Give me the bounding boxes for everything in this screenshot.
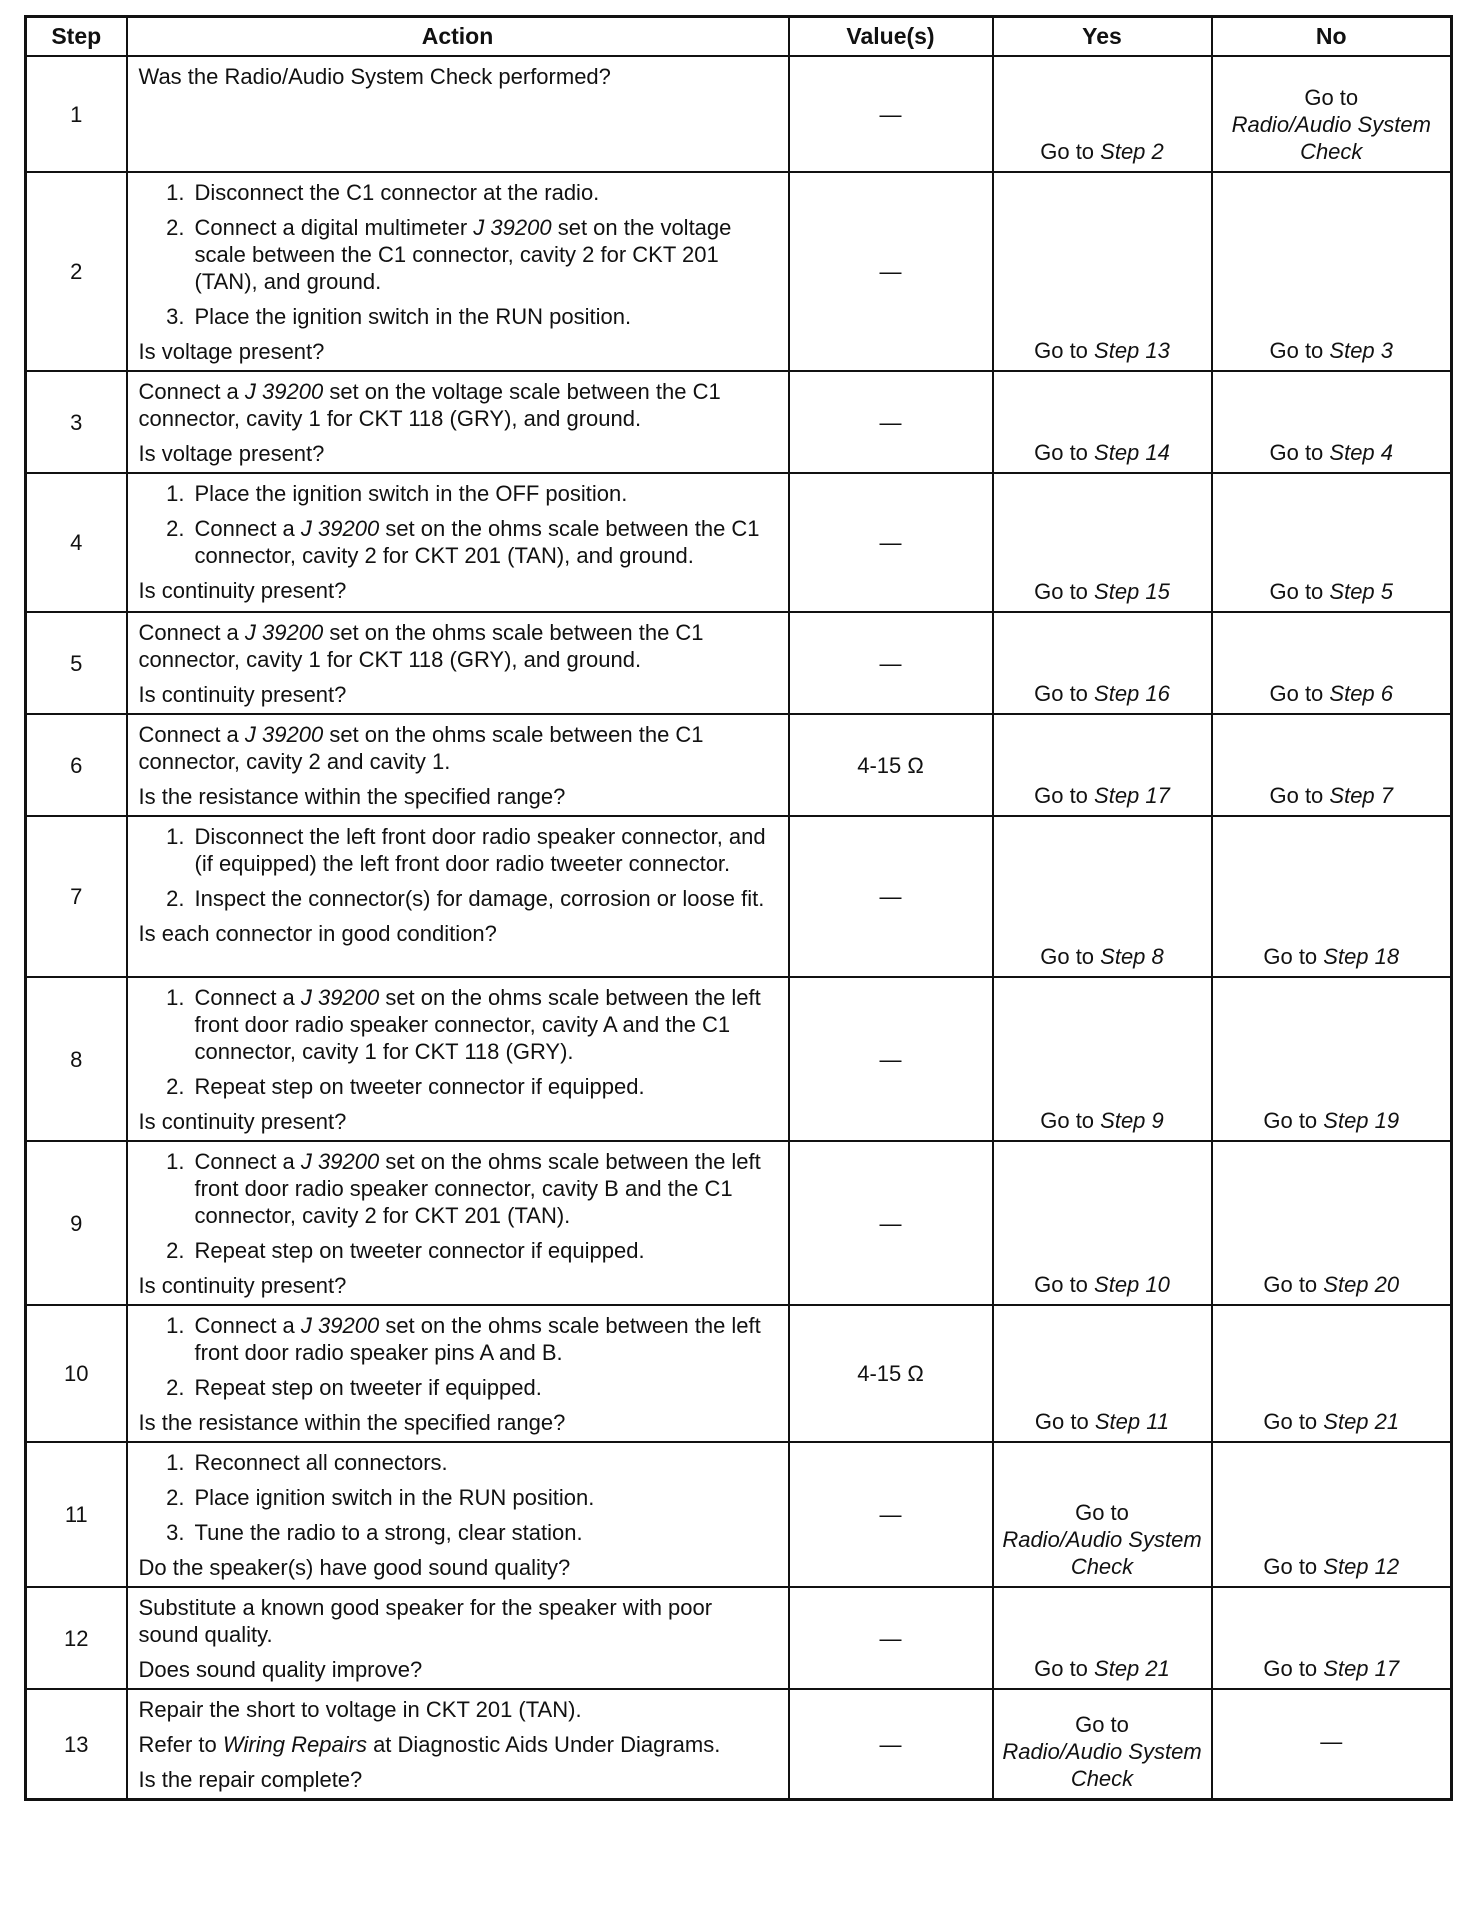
step-number: 8 xyxy=(26,977,127,1141)
step-number: 13 xyxy=(26,1689,127,1800)
yes-cell xyxy=(993,714,1212,816)
text-segment: Connect a xyxy=(194,516,301,541)
action-step-text xyxy=(195,1073,778,1100)
action-step-text xyxy=(195,515,778,569)
goto-reference-link[interactable]: Radio/Audio System Check xyxy=(1002,1739,1202,1791)
table-row xyxy=(26,56,1452,172)
action-step-text xyxy=(195,823,778,877)
action-steps-list xyxy=(139,823,778,912)
goto-prefix: Go to xyxy=(1263,1272,1324,1297)
tool-reference: J 39200 xyxy=(473,215,552,240)
text-segment: Connect a xyxy=(194,1313,301,1338)
goto-step-link[interactable]: Step 17 xyxy=(1323,1656,1400,1681)
action-question: Is the repair complete? xyxy=(138,1767,363,1792)
action-question: Is each connector in good condition? xyxy=(138,921,497,946)
table-row xyxy=(26,172,1452,371)
step-number: 10 xyxy=(26,1305,127,1442)
action-step-text xyxy=(195,984,778,1065)
action-cell xyxy=(127,714,789,816)
text-segment: Disconnect the C1 connector at the radio. xyxy=(194,180,600,205)
action-step-item xyxy=(139,303,778,330)
yes-cell xyxy=(993,473,1212,612)
no-cell xyxy=(1212,977,1452,1141)
table-row xyxy=(26,816,1452,977)
action-line xyxy=(139,619,778,673)
goto-prefix: Go to xyxy=(1269,681,1330,706)
text-segment: Repeat step on tweeter connector if equipped. xyxy=(194,1074,645,1099)
yes-cell xyxy=(993,816,1212,977)
no-cell xyxy=(1212,473,1452,612)
action-question: Is the resistance within the specified range? xyxy=(138,1410,566,1435)
action-step-item xyxy=(139,984,778,1065)
text-segment: Substitute a known good speaker for the speaker with poor sound quality. xyxy=(138,1595,713,1647)
table-row xyxy=(26,371,1452,473)
goto-prefix: Go to xyxy=(1034,1272,1095,1297)
goto-step-link[interactable]: Step 18 xyxy=(1323,944,1400,969)
text-segment: set on the voltage scale between the C1 connector, cavity 2 for CKT 201 (TAN), and ground. xyxy=(194,215,732,294)
value-cell: — xyxy=(789,816,993,977)
action-line xyxy=(139,1696,778,1723)
action-step-item xyxy=(139,515,778,569)
goto-step-link[interactable]: Step 12 xyxy=(1323,1554,1400,1579)
goto-prefix: Go to xyxy=(1075,1500,1129,1525)
no-cell xyxy=(1212,1689,1452,1800)
text-segment: Place the ignition switch in the RUN position. xyxy=(194,304,632,329)
text-segment: Place ignition switch in the RUN position. xyxy=(194,1485,595,1510)
text-segment: Connect a xyxy=(138,620,245,645)
text-segment: Connect a xyxy=(194,1149,301,1174)
no-cell xyxy=(1212,816,1452,977)
value-cell: — xyxy=(789,977,993,1141)
action-question: Is the resistance within the specified range? xyxy=(138,784,566,809)
text-segment: Inspect the connector(s) for damage, corrosion or loose fit. xyxy=(194,886,765,911)
action-cell xyxy=(127,816,789,977)
tool-reference: J 39200 xyxy=(300,516,380,541)
action-step-number: 3. xyxy=(166,1520,185,1545)
no-cell xyxy=(1212,1305,1452,1442)
yes-cell xyxy=(993,1587,1212,1689)
action-step-number: 1. xyxy=(166,1149,185,1174)
action-cell xyxy=(127,172,789,371)
action-steps-list xyxy=(139,1449,778,1546)
action-question: Do the speaker(s) have good sound quality? xyxy=(138,1555,571,1580)
yes-cell xyxy=(993,1689,1212,1800)
action-cell xyxy=(127,1689,789,1800)
table-row xyxy=(26,1442,1452,1587)
action-step-item xyxy=(139,1073,778,1100)
action-step-item xyxy=(139,1374,778,1401)
step-number: 9 xyxy=(26,1141,127,1305)
text-segment: Connect a xyxy=(194,985,301,1010)
goto-step-link[interactable]: Step 7 xyxy=(1329,783,1394,808)
action-cell xyxy=(127,473,789,612)
action-question: Is continuity present? xyxy=(138,578,347,603)
action-line xyxy=(139,1731,778,1758)
step-number: 2 xyxy=(26,172,127,371)
no-cell xyxy=(1212,1442,1452,1587)
goto-prefix: Go to xyxy=(1040,1108,1101,1133)
step-number: 1 xyxy=(26,56,127,172)
action-question: Is continuity present? xyxy=(138,682,347,707)
goto-prefix: Go to xyxy=(1034,681,1095,706)
action-step-item xyxy=(139,1449,778,1476)
goto-prefix: Go to xyxy=(1263,1554,1324,1579)
text-segment: Repeat step on tweeter if equipped. xyxy=(194,1375,542,1400)
goto-prefix: Go to xyxy=(1034,783,1095,808)
goto-prefix: Go to xyxy=(1263,1409,1324,1434)
step-number: 11 xyxy=(26,1442,127,1587)
action-step-item xyxy=(139,1484,778,1511)
tool-reference: J 39200 xyxy=(300,1313,380,1338)
value-cell: — xyxy=(789,612,993,714)
action-step-number: 1. xyxy=(166,824,185,849)
no-cell xyxy=(1212,371,1452,473)
yes-cell xyxy=(993,977,1212,1141)
action-step-item xyxy=(139,214,778,295)
step-number: 12 xyxy=(26,1587,127,1689)
goto-step-link[interactable]: Step 16 xyxy=(1094,681,1170,706)
table-body xyxy=(26,56,1452,1800)
action-step-item xyxy=(139,1312,778,1366)
no-cell xyxy=(1212,56,1452,172)
action-step-number: 2. xyxy=(166,516,185,541)
text-segment: Connect a xyxy=(138,722,245,747)
action-question: Is voltage present? xyxy=(138,339,325,364)
no-cell xyxy=(1212,172,1452,371)
goto-prefix: Go to xyxy=(1040,944,1101,969)
action-step-item xyxy=(139,480,778,507)
yes-cell xyxy=(993,1141,1212,1305)
text-segment: set on the ohms scale between the left front door radio speaker connector, cavity A and the C1 connector, cavity 1 for CKT 118 (GRY). xyxy=(194,985,761,1064)
value-cell: 4-15 Ω xyxy=(789,1305,993,1442)
table-row xyxy=(26,1141,1452,1305)
yes-cell xyxy=(993,1305,1212,1442)
goto-step-link[interactable]: Step 21 xyxy=(1323,1409,1400,1434)
action-steps-list xyxy=(139,1312,778,1401)
action-cell xyxy=(127,56,789,172)
action-line xyxy=(139,1594,778,1648)
action-cell xyxy=(127,1442,789,1587)
table-row xyxy=(26,714,1452,816)
text-segment: Reconnect all connectors. xyxy=(194,1450,448,1475)
action-cell xyxy=(127,1305,789,1442)
action-step-number: 1. xyxy=(166,1450,185,1475)
action-step-number: 2. xyxy=(166,1485,185,1510)
value-cell: — xyxy=(789,172,993,371)
action-step-item xyxy=(139,1148,778,1229)
goto-prefix: Go to xyxy=(1034,1409,1095,1434)
action-step-text xyxy=(195,1148,778,1229)
header-step: Step xyxy=(26,17,127,57)
action-step-item xyxy=(139,1519,778,1546)
action-step-number: 3. xyxy=(166,304,185,329)
action-question: Is voltage present? xyxy=(138,441,325,466)
yes-cell xyxy=(993,612,1212,714)
goto-reference-link[interactable]: Radio/Audio System Check xyxy=(1002,1527,1202,1579)
header-action: Action xyxy=(127,17,789,57)
table-row xyxy=(26,1587,1452,1689)
action-step-text xyxy=(195,303,778,330)
action-step-number: 1. xyxy=(166,985,185,1010)
text-segment: set on the ohms scale between the C1 connector, cavity 1 for CKT 118 (GRY), and ground. xyxy=(138,620,704,672)
goto-prefix: Go to xyxy=(1269,579,1330,604)
goto-step-link[interactable]: Step 14 xyxy=(1094,440,1170,465)
no-action-dash: — xyxy=(1320,1728,1343,1754)
action-step-number: 1. xyxy=(166,180,185,205)
table-row xyxy=(26,1305,1452,1442)
goto-step-link[interactable]: Step 17 xyxy=(1094,783,1170,808)
goto-prefix: Go to xyxy=(1034,338,1095,363)
tool-reference: J 39200 xyxy=(244,722,324,747)
goto-prefix: Go to xyxy=(1034,1656,1095,1681)
action-step-text xyxy=(195,1449,778,1476)
value-cell: — xyxy=(789,56,993,172)
action-steps-list xyxy=(139,179,778,330)
goto-prefix: Go to xyxy=(1263,944,1324,969)
action-steps-list xyxy=(139,984,778,1100)
goto-step-link[interactable]: Step 4 xyxy=(1329,440,1394,465)
text-segment: Repeat step on tweeter connector if equipped. xyxy=(194,1238,645,1263)
goto-step-link[interactable]: Step 21 xyxy=(1094,1656,1170,1681)
text-segment: Tune the radio to a strong, clear station. xyxy=(194,1520,583,1545)
text-segment: Connect a xyxy=(138,379,245,404)
yes-cell xyxy=(993,56,1212,172)
header-yes: Yes xyxy=(993,17,1212,57)
yes-cell xyxy=(993,172,1212,371)
header-no: No xyxy=(1212,17,1452,57)
step-number: 5 xyxy=(26,612,127,714)
goto-prefix: Go to xyxy=(1040,139,1101,164)
action-step-item xyxy=(139,885,778,912)
goto-prefix: Go to xyxy=(1269,338,1330,363)
action-step-number: 2. xyxy=(166,1074,185,1099)
goto-step-link[interactable]: Step 8 xyxy=(1100,944,1164,969)
goto-prefix: Go to xyxy=(1034,440,1095,465)
tool-reference: J 39200 xyxy=(244,379,324,404)
header-values: Value(s) xyxy=(789,17,993,57)
text-segment: Refer to xyxy=(138,1732,223,1757)
step-number: 7 xyxy=(26,816,127,977)
table-row xyxy=(26,1689,1452,1800)
action-steps-list xyxy=(139,1148,778,1264)
action-step-item xyxy=(139,823,778,877)
action-step-text xyxy=(195,1484,778,1511)
value-cell: — xyxy=(789,1587,993,1689)
action-step-item xyxy=(139,179,778,206)
goto-step-link[interactable]: Step 11 xyxy=(1094,1409,1170,1434)
no-cell xyxy=(1212,1141,1452,1305)
goto-reference-link[interactable]: Radio/Audio System Check xyxy=(1231,112,1431,164)
action-cell xyxy=(127,612,789,714)
value-cell: — xyxy=(789,371,993,473)
action-step-number: 2. xyxy=(166,1375,185,1400)
action-step-text xyxy=(195,1312,778,1366)
value-cell: 4-15 Ω xyxy=(789,714,993,816)
action-question: Does sound quality improve? xyxy=(138,1657,423,1682)
step-number: 3 xyxy=(26,371,127,473)
tool-reference: Wiring Repairs xyxy=(222,1732,367,1757)
action-step-text xyxy=(195,1237,778,1264)
action-step-text xyxy=(195,885,778,912)
tool-reference: J 39200 xyxy=(300,985,380,1010)
goto-step-link[interactable]: Step 5 xyxy=(1329,579,1394,604)
text-segment: set on the ohms scale between the C1 connector, cavity 2 for CKT 201 (TAN), and ground. xyxy=(194,516,760,568)
goto-prefix: Go to xyxy=(1304,85,1359,110)
action-step-number: 2. xyxy=(166,215,185,240)
action-cell xyxy=(127,1141,789,1305)
tool-reference: J 39200 xyxy=(244,620,324,645)
text-segment: set on the ohms scale between the left front door radio speaker connector, cavity B and the C1 connector, cavity 2 for CKT 201 (TAN). xyxy=(194,1149,761,1228)
action-line xyxy=(139,721,778,775)
action-question: Is continuity present? xyxy=(138,1273,347,1298)
text-segment: set on the voltage scale between the C1 connector, cavity 1 for CKT 118 (GRY), and ground. xyxy=(138,379,721,431)
action-steps-list xyxy=(139,480,778,569)
action-step-number: 2. xyxy=(166,886,185,911)
value-cell: — xyxy=(789,1141,993,1305)
header-row xyxy=(26,17,1452,57)
action-step-number: 2. xyxy=(166,1238,185,1263)
action-step-text xyxy=(195,179,778,206)
tool-reference: J 39200 xyxy=(300,1149,380,1174)
diagnostic-table xyxy=(24,15,1453,1801)
text-segment: Place the ignition switch in the OFF position. xyxy=(194,481,628,506)
table-row xyxy=(26,612,1452,714)
action-step-text xyxy=(195,1374,778,1401)
text-segment: set on the ohms scale between the left front door radio speaker pins A and B. xyxy=(194,1313,761,1365)
goto-prefix: Go to xyxy=(1269,783,1330,808)
no-cell xyxy=(1212,1587,1452,1689)
table-row xyxy=(26,977,1452,1141)
goto-prefix: Go to xyxy=(1263,1656,1324,1681)
action-cell xyxy=(127,977,789,1141)
goto-step-link[interactable]: Step 9 xyxy=(1100,1108,1164,1133)
value-cell: — xyxy=(789,1689,993,1800)
goto-step-link[interactable]: Step 20 xyxy=(1323,1272,1400,1297)
text-segment: at Diagnostic Aids Under Diagrams. xyxy=(366,1732,721,1757)
action-cell xyxy=(127,1587,789,1689)
step-number: 4 xyxy=(26,473,127,612)
goto-prefix: Go to xyxy=(1075,1712,1129,1737)
yes-cell xyxy=(993,371,1212,473)
goto-step-link[interactable]: Step 13 xyxy=(1094,338,1170,363)
goto-step-link[interactable]: Step 6 xyxy=(1329,681,1394,706)
text-segment: Connect a digital multimeter xyxy=(194,215,474,240)
goto-step-link[interactable]: Step 19 xyxy=(1323,1108,1400,1133)
no-cell xyxy=(1212,714,1452,816)
text-segment: Disconnect the left front door radio speaker connector, and (if equipped) the left front door radio tweeter connector. xyxy=(194,824,766,876)
goto-prefix: Go to xyxy=(1269,440,1330,465)
action-question: Is continuity present? xyxy=(138,1109,347,1134)
goto-prefix: Go to xyxy=(1034,579,1095,604)
step-number: 6 xyxy=(26,714,127,816)
value-cell: — xyxy=(789,473,993,612)
goto-step-link[interactable]: Step 2 xyxy=(1100,139,1164,164)
no-cell xyxy=(1212,612,1452,714)
text-segment: Repair the short to voltage in CKT 201 (TAN). xyxy=(138,1697,582,1722)
goto-step-link[interactable]: Step 15 xyxy=(1094,579,1170,604)
action-cell xyxy=(127,371,789,473)
action-step-text xyxy=(195,480,778,507)
table-row xyxy=(26,473,1452,612)
yes-cell xyxy=(993,1442,1212,1587)
value-cell: — xyxy=(789,1442,993,1587)
goto-step-link[interactable]: Step 10 xyxy=(1094,1272,1170,1297)
action-step-number: 1. xyxy=(166,481,185,506)
action-step-item xyxy=(139,1237,778,1264)
action-line xyxy=(139,378,778,432)
action-step-text xyxy=(195,1519,778,1546)
goto-prefix: Go to xyxy=(1263,1108,1324,1133)
action-step-text xyxy=(195,214,778,295)
text-segment: set on the ohms scale between the C1 connector, cavity 2 and cavity 1. xyxy=(138,722,704,774)
action-line: Was the Radio/Audio System Check performed? xyxy=(138,64,611,89)
action-step-number: 1. xyxy=(166,1313,185,1338)
goto-step-link[interactable]: Step 3 xyxy=(1329,338,1394,363)
